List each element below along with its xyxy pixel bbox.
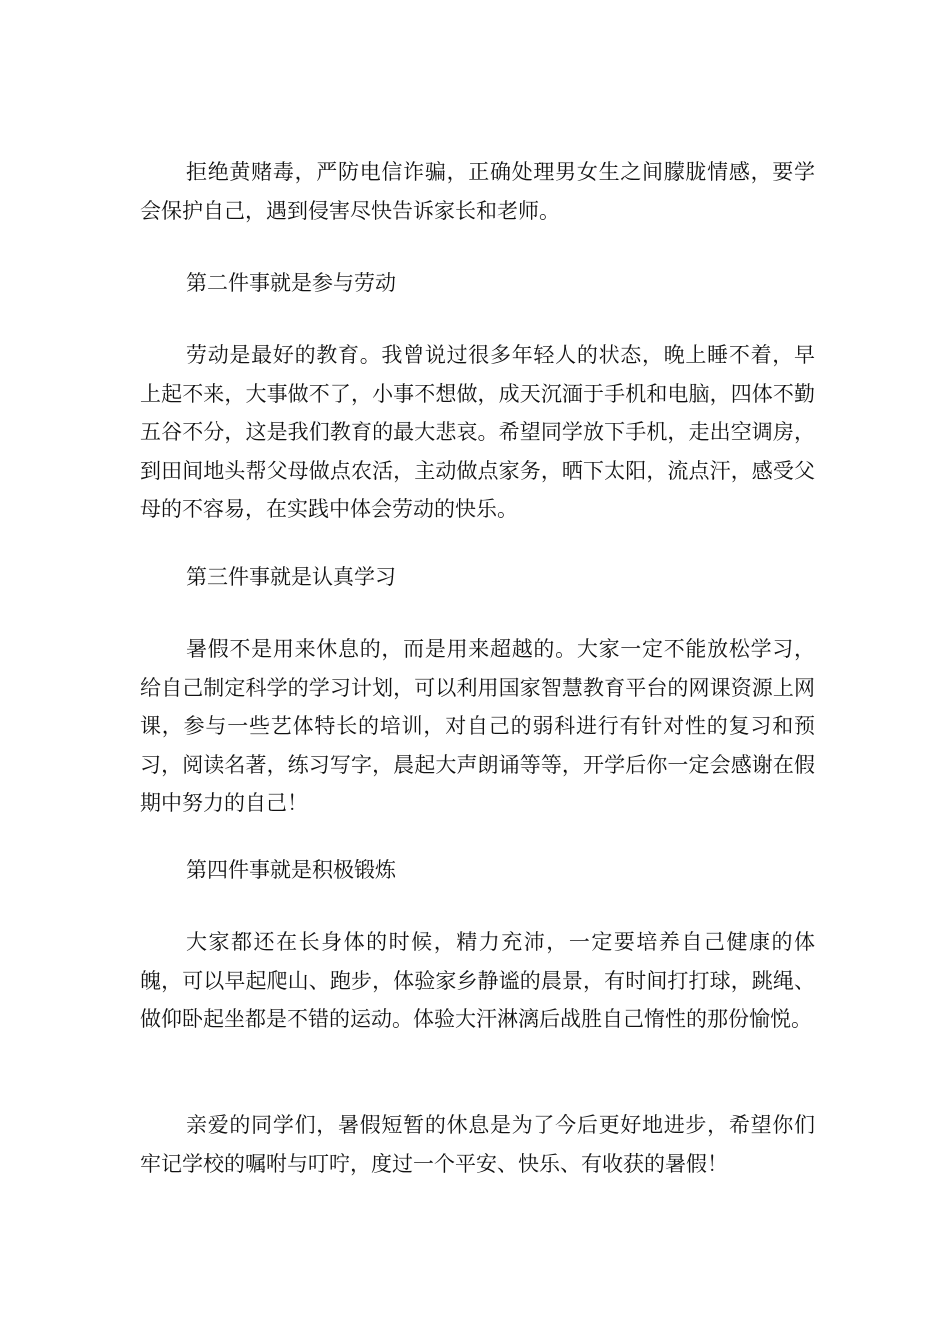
heading-labor: 第二件事就是参与劳动	[186, 271, 396, 295]
paragraph-safety: 拒绝黄赌毒，严防电信诈骗，正确处理男女生之间朦胧情感，要学会保护自己，遇到侵害尽快告诉家长和老师。	[140, 160, 815, 223]
paragraph-study: 暑假不是用来休息的，而是用来超越的。大家一定不能放松学习，给自己制定科学的学习计划，可以利用国家智慧教育平台的网课资源上网课，参与一些艺体特长的培训，对自己的弱科进行有针对性的复习和预习，阅读名著，练习写字，晨起大声朗诵等等，开学后你一定会感谢在假期中努力的自己！	[140, 637, 815, 816]
paragraph-closing: 亲爱的同学们，暑假短暂的休息是为了今后更好地进步，希望你们牢记学校的嘱咐与叮咛，度过一个平安、快乐、有收获的暑假！	[140, 1113, 815, 1176]
heading-exercise: 第四件事就是积极锻炼	[186, 858, 396, 882]
paragraph-exercise: 大家都还在长身体的时候，精力充沛，一定要培养自己健康的体魄，可以早起爬山、跑步，体验家乡静谧的晨景，有时间打打球，跳绳、做仰卧起坐都是不错的运动。体验大汗淋漓后战胜自己惰性的那份愉悦。	[140, 930, 815, 1032]
heading-study: 第三件事就是认真学习	[186, 565, 396, 589]
paragraph-labor: 劳动是最好的教育。我曾说过很多年轻人的状态，晚上睡不着，早上起不来，大事做不了，小事不想做，成天沉湎于手机和电脑，四体不勤五谷不分，这是我们教育的最大悲哀。希望同学放下手机，走出空调房，到田间地头帮父母做点农活，主动做点家务，晒下太阳，流点汗，感受父母的不容易，在实践中体会劳动的快乐。	[140, 343, 815, 522]
